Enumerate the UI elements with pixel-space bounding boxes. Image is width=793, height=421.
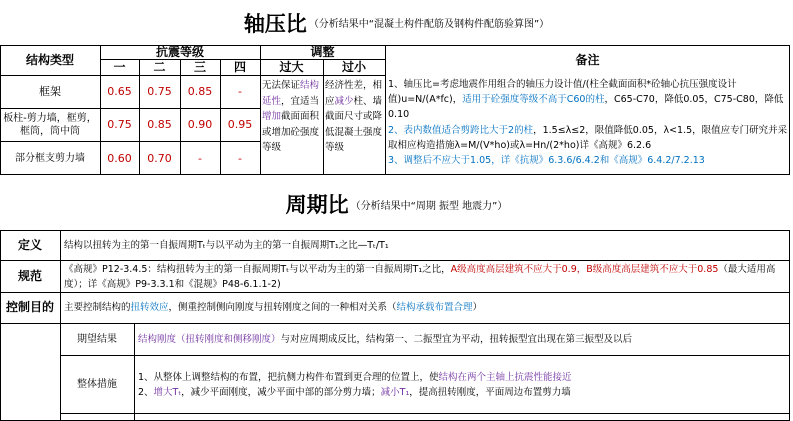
- overall-label: 整体措施: [77, 378, 117, 390]
- value-cell: -: [238, 151, 242, 165]
- value-cell: 0.85: [187, 85, 213, 98]
- period-subtitle: （分析结果中“周期 振型 地震力”）: [350, 200, 508, 212]
- norm-label: 规范: [17, 268, 42, 283]
- adjust-over: 过大: [279, 59, 304, 74]
- col-note: 备注: [575, 52, 600, 67]
- col-adjust: 调整: [310, 44, 335, 59]
- row-type-slab-column: 板柱-剪力墙，框剪，框筒，筒中筒: [3, 112, 97, 137]
- period-title-row: [0, 178, 793, 230]
- value-cell: 0.85: [147, 118, 172, 131]
- adjust-under: 过小: [341, 59, 366, 74]
- axial-title-row: [0, 0, 793, 45]
- value-cell: -: [198, 151, 202, 165]
- expect-label: 期望结果: [77, 333, 117, 345]
- axial-title: 轴压比: [243, 10, 307, 36]
- value-cell: 0.70: [147, 151, 172, 165]
- value-cell: 0.90: [187, 118, 213, 131]
- def-label: 定义: [17, 237, 42, 252]
- period-title: 周期比: [285, 192, 349, 217]
- expect-text: 结构刚度（扭转刚度和侧移刚度）与对应周期成反比，结构第一、二振型宜为平动，扭转振型宜出现在第三振型及以后: [138, 334, 633, 345]
- grade-4: 四: [233, 59, 246, 74]
- col-structure-type: 结构类型: [25, 52, 74, 67]
- value-cell: 0.75: [107, 118, 132, 131]
- ctrl-label: 控制目的: [5, 300, 54, 314]
- grade-3: 三: [193, 59, 206, 74]
- value-cell: 0.75: [147, 85, 172, 98]
- adjust-under-text: 经济性差，相应减少柱、墙截面尺寸或降低混凝土强度等级: [325, 80, 383, 153]
- value-cell: 0.60: [107, 151, 132, 165]
- ctrl-text: 主要控制结构的扭转效应，侧重控制侧向刚度与扭转刚度之间的一种相对关系（结构承载布置合理）: [64, 302, 483, 313]
- adjust-over-text: 无法保证结构延性，宜适当增加截面面积或增加砼强度等级: [262, 80, 320, 153]
- col-seismic-grade: 抗震等级: [155, 44, 204, 59]
- row-type-frame: 框架: [39, 85, 61, 98]
- axial-notes: 1、轴压比=考虑地震作用组合的轴压力设计值/(柱全截面面积*砼轴心抗压强度设计值)u=N/(A*fc)，适用于砼强度等级不高于C60的柱，C65-C70，降低0.05，C75-C80，降低0.10 2、表内数值适合剪跨比大于2的柱，1.5≤λ≤2，限值降低0.05，λ<1.5，限值应专门研究并采取相应构造措施λ=M/(V*ho)或λ=Hn/(2*ho)详《高规》6.2.6 3、调整后不应大于1.05，详《抗规》6.3.6/6.4.2和《高规》6.4.2/7.2.13: [388, 79, 788, 167]
- value-cell: -: [238, 85, 242, 98]
- grade-2: 二: [153, 59, 166, 74]
- value-cell: 0.65: [107, 85, 132, 98]
- grade-1: 一: [113, 59, 126, 74]
- row-type-transfer-wall: 部分框支剪力墙: [15, 152, 85, 164]
- overall-text: 1、从整体上调整结构的布置，把抗侧力构件布置到更合理的位置上，使结构在两个主轴上抗震性能接近 2、增大Tₜ，减少平面刚度，减少平面中部的部分剪力墙；减小T₁，提高扭转刚度，平面周边布置剪力墙: [138, 372, 572, 398]
- norm-text: 《高规》P12-3.4.5：结构扭转为主的第一自振周期Tₜ与以平动为主的第一自振周期T₁之比，A级高度高层建筑不应大于0.9，B级高度高层建筑不应大于0.85（最大适用高度）；详《高规》P9-3.3.1和《混规》P48-6.1.1-2): [64, 264, 776, 290]
- value-cell: 0.95: [227, 118, 253, 131]
- axial-subtitle: （分析结果中“混凝土构件配筋及钢构件配筋验算图”）: [308, 19, 550, 30]
- def-text: 结构以扭转为主的第一自振周期Tₜ与以平动为主的第一自振周期T₁之比—Tₜ/T₁: [64, 240, 389, 251]
